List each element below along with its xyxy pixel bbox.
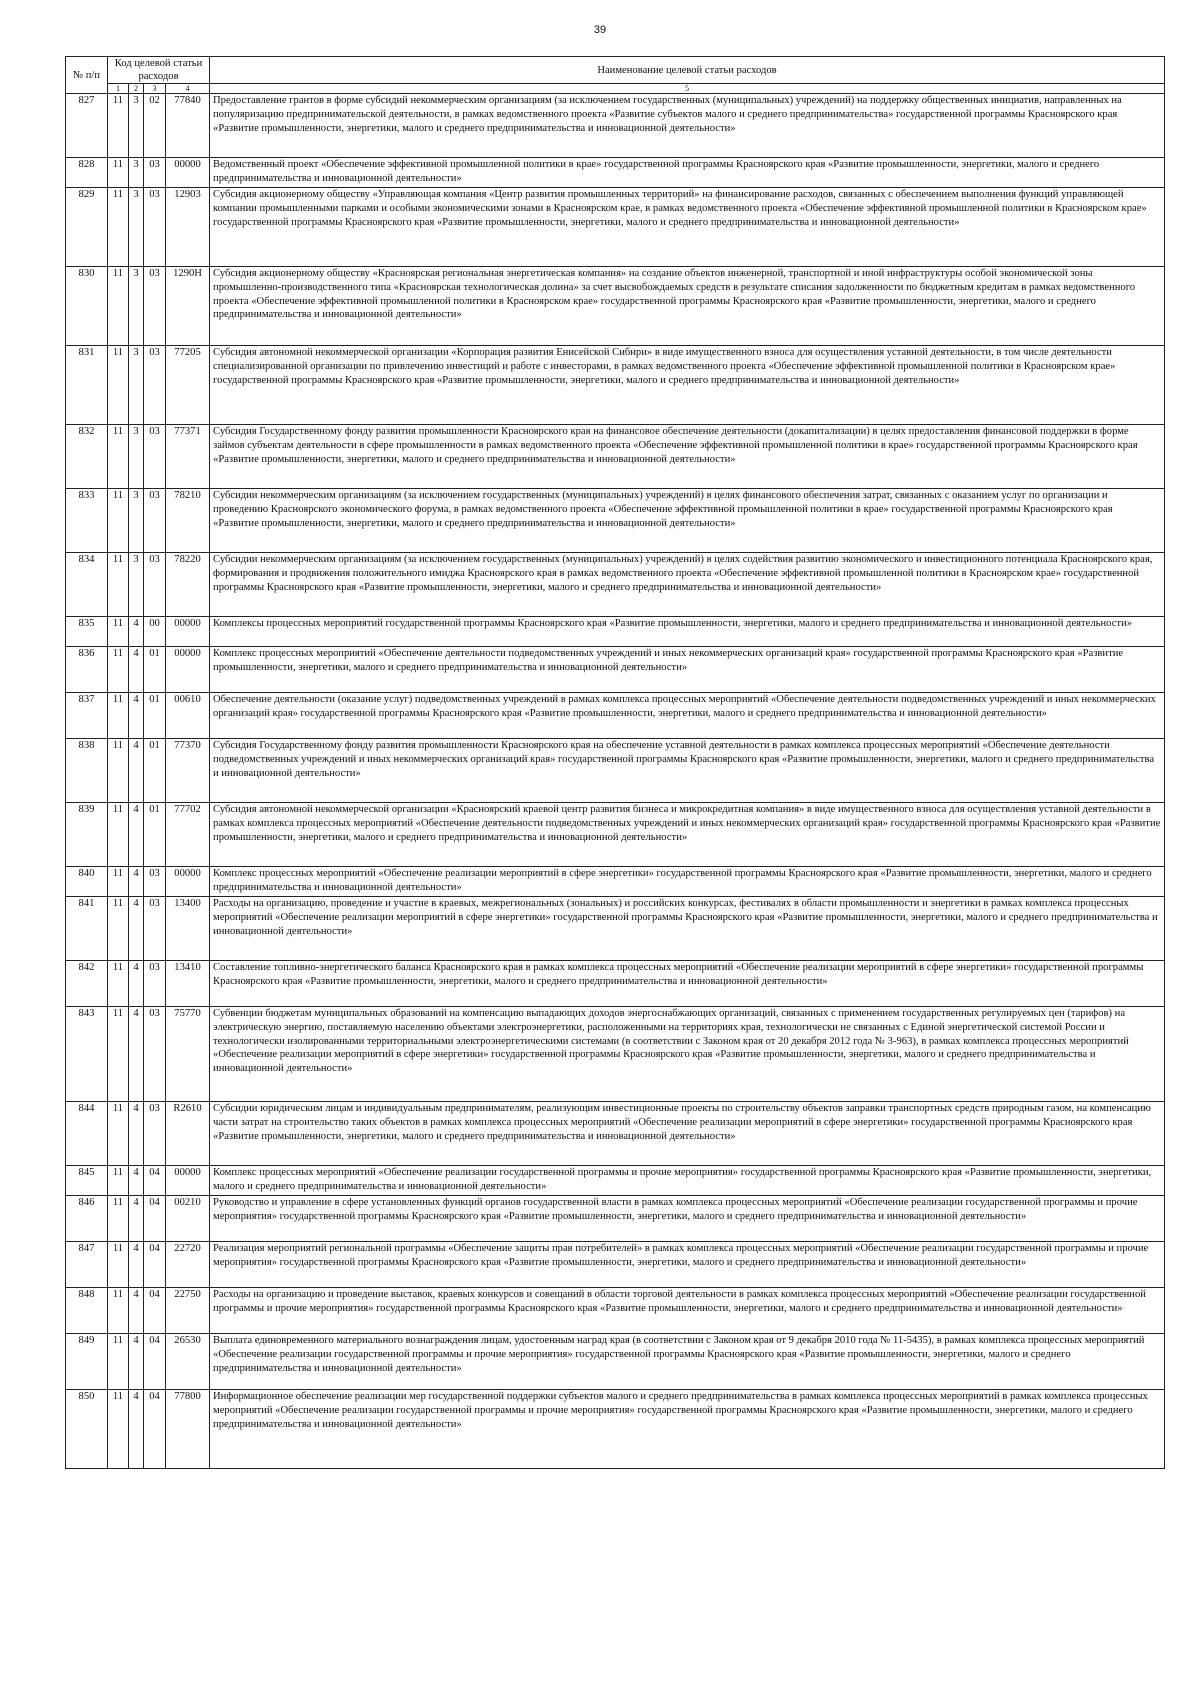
code-type: 4 <box>129 1390 144 1469</box>
header-row-number: № п/п <box>66 57 108 94</box>
code-program: 11 <box>108 739 129 803</box>
table-row <box>66 961 1165 1007</box>
code-direction: 77840 <box>166 94 210 158</box>
item-description: Субсидии некоммерческим организациям (за исключением государственных (муниципальных) учреждений) в целях финансового обеспечения затрат, связанных с оказанием услуг по организации и проведению Красноярского экономического форума, в рамках ведомственного проекта «Обеспечение эффективной промышленной политики в крае» государственной программы Красноярского края «Развитие промышленности, энергетики, малого и среднего предпринимательства и инновационной деятельности» <box>210 489 1165 553</box>
table-row <box>66 489 1165 553</box>
item-description: Информационное обеспечение реализации мер государственной поддержки субъектов малого и среднего предпринимательства в рамках комплекса процессных мероприятий в рамках комплекса процессных мероприятий «Обеспечение реализации государственной программы и прочие мероприятия» государственной программы Красноярского края «Развитие промышленности, энергетики, малого и среднего предпринимательства и инновационной деятельности» <box>210 1390 1165 1469</box>
code-program: 11 <box>108 1196 129 1242</box>
table-row <box>66 647 1165 693</box>
code-program: 11 <box>108 1288 129 1334</box>
code-structure: 01 <box>144 647 166 693</box>
code-program: 11 <box>108 94 129 158</box>
row-number: 833 <box>66 489 108 553</box>
subheader-4: 4 <box>166 84 210 94</box>
row-number: 835 <box>66 617 108 647</box>
code-direction: 78220 <box>166 553 210 617</box>
code-program: 11 <box>108 693 129 739</box>
row-number: 837 <box>66 693 108 739</box>
code-type: 4 <box>129 1242 144 1288</box>
code-structure: 04 <box>144 1390 166 1469</box>
code-direction: 77702 <box>166 803 210 867</box>
header-name: Наименование целевой статьи расходов <box>210 57 1165 84</box>
code-program: 11 <box>108 267 129 346</box>
row-number: 840 <box>66 867 108 897</box>
code-program: 11 <box>108 617 129 647</box>
code-direction: 22750 <box>166 1288 210 1334</box>
table-row <box>66 1390 1165 1469</box>
code-structure: 00 <box>144 617 166 647</box>
code-program: 11 <box>108 867 129 897</box>
row-number: 845 <box>66 1166 108 1196</box>
code-type: 3 <box>129 346 144 425</box>
code-direction: 00000 <box>166 158 210 188</box>
item-description: Обеспечение деятельности (оказание услуг) подведомственных учреждений в рамках комплекса процессных мероприятий «Обеспечение деятельности подведомственных учреждений и иных некоммерческих организаций края» государственной программы Красноярского края «Развитие промышленности, энергетики, малого и среднего предпринимательства и инновационной деятельности» <box>210 693 1165 739</box>
code-direction: 22720 <box>166 1242 210 1288</box>
code-type: 4 <box>129 961 144 1007</box>
code-program: 11 <box>108 553 129 617</box>
code-structure: 01 <box>144 739 166 803</box>
table-row <box>66 1288 1165 1334</box>
item-description: Составление топливно-энергетического баланса Красноярского края в рамках комплекса процессных мероприятий «Обеспечение реализации мероприятий в сфере энергетики» государственной программы Красноярского края «Развитие промышленности, энергетики, малого и среднего предпринимательства и инновационной деятельности» <box>210 961 1165 1007</box>
code-structure: 02 <box>144 94 166 158</box>
code-program: 11 <box>108 803 129 867</box>
code-type: 4 <box>129 647 144 693</box>
code-direction: 00000 <box>166 617 210 647</box>
item-description: Расходы на организацию и проведение выставок, краевых конкурсов и совещаний в области торговой деятельности в рамках комплекса процессных мероприятий «Обеспечение реализации государственной программы и прочие мероприятия» государственной программы Красноярского края «Развитие промышленности, энергетики, малого и среднего предпринимательства и инновационной деятельности» <box>210 1288 1165 1334</box>
table-row <box>66 897 1165 961</box>
row-number: 848 <box>66 1288 108 1334</box>
code-type: 4 <box>129 1166 144 1196</box>
table-row <box>66 1007 1165 1102</box>
row-number: 832 <box>66 425 108 489</box>
code-program: 11 <box>108 1334 129 1390</box>
code-type: 4 <box>129 1007 144 1102</box>
subheader-5: 5 <box>210 84 1165 94</box>
code-structure: 04 <box>144 1196 166 1242</box>
table-row <box>66 739 1165 803</box>
code-direction: 1290Н <box>166 267 210 346</box>
row-number: 843 <box>66 1007 108 1102</box>
code-type: 3 <box>129 553 144 617</box>
code-program: 11 <box>108 1390 129 1469</box>
code-structure: 03 <box>144 188 166 267</box>
code-program: 11 <box>108 188 129 267</box>
item-description: Ведомственный проект «Обеспечение эффективной промышленной политики в крае» государственной программы Красноярского края «Развитие промышленности, энергетики, малого и среднего предпринимательства и инновационной деятельности» <box>210 158 1165 188</box>
table-row <box>66 346 1165 425</box>
row-number: 841 <box>66 897 108 961</box>
item-description: Выплата единовременного материального вознаграждения лицам, удостоенным наград края (в соответствии с Законом края от 9 декабря 2010 года № 11-5435), в рамках комплекса процессных мероприятий «Обеспечение реализации государственной программы и прочие мероприятия» государственной программы Красноярского края «Развитие промышленности, энергетики, малого и среднего предпринимательства и инновационной деятельности» <box>210 1334 1165 1390</box>
row-number: 847 <box>66 1242 108 1288</box>
subheader-3: 3 <box>144 84 166 94</box>
code-structure: 04 <box>144 1166 166 1196</box>
item-description: Субвенции бюджетам муниципальных образований на компенсацию выпадающих доходов энергоснабжающих организаций, связанных с применением государственных регулируемых цен (тарифов) на электрическую энергию, поставляемую населению объектами электроэнергетики, расположенными на территориях края, технологически не связанных с Единой энергетической системой России и технологически изолированными территориальными электроэнергетическими системами (в соответствии с Законом края от 20 декабря 2012 года № 3-963), в рамках комплекса процессных мероприятий «Обеспечение реализации мероприятий в сфере энергетики» государственной программы Красноярского края «Развитие промышленности, энергетики, малого и среднего предпринимательства и инновационной деятельности» <box>210 1007 1165 1102</box>
code-type: 4 <box>129 897 144 961</box>
code-structure: 01 <box>144 803 166 867</box>
table-row <box>66 553 1165 617</box>
code-type: 3 <box>129 158 144 188</box>
target-items-table <box>65 56 1165 1469</box>
row-number: 849 <box>66 1334 108 1390</box>
item-description: Субсидия акционерному обществу «Управляющая компания «Центр развития промышленных территорий» на финансирование расходов, связанных с обеспечением выполнения функций управляющей компании промышленными парками и особыми экономическими зонами в Красноярском крае, в рамках ведомственного проекта «Обеспечение эффективной промышленной политики в Красноярском крае» государственной программы Красноярского края «Развитие промышленности, энергетики, малого и среднего предпринимательства и инновационной деятельности» <box>210 188 1165 267</box>
code-direction: 00000 <box>166 647 210 693</box>
code-type: 3 <box>129 188 144 267</box>
code-type: 4 <box>129 1102 144 1166</box>
code-structure: 03 <box>144 961 166 1007</box>
code-structure: 03 <box>144 267 166 346</box>
item-description: Субсидия Государственному фонду развития промышленности Красноярского края на обеспечение уставной деятельности в рамках комплекса процессных мероприятий «Обеспечение деятельности подведомственных учреждений и иных некоммерческих организаций края» государственной программы Красноярского края «Развитие промышленности, энергетики, малого и среднего предпринимательства и инновационной деятельности» <box>210 739 1165 803</box>
code-program: 11 <box>108 961 129 1007</box>
code-direction: 77800 <box>166 1390 210 1469</box>
table-row <box>66 867 1165 897</box>
table-row <box>66 188 1165 267</box>
table-row <box>66 267 1165 346</box>
code-direction: 78210 <box>166 489 210 553</box>
code-type: 4 <box>129 803 144 867</box>
code-direction: 77205 <box>166 346 210 425</box>
code-direction: 26530 <box>166 1334 210 1390</box>
code-structure: 03 <box>144 1007 166 1102</box>
code-direction: 00000 <box>166 1166 210 1196</box>
item-description: Комплекс процессных мероприятий «Обеспечение реализации государственной программы и прочие мероприятия» государственной программы Красноярского края «Развитие промышленности, энергетики, малого и среднего предпринимательства и инновационной деятельности» <box>210 1166 1165 1196</box>
table-row <box>66 803 1165 867</box>
item-description: Субсидия автономной некоммерческой организации «Красноярский краевой центр развития бизнеса и микрокредитная компания» в виде имущественного взноса для осуществления уставной деятельности в рамках комплекса процессных мероприятий «Обеспечение деятельности подведомственных учреждений и иных некоммерческих организаций края» государственной программы Красноярского края «Развитие промышленности, энергетики, малого и среднего предпринимательства и инновационной деятельности» <box>210 803 1165 867</box>
page-number: 39 <box>593 24 607 36</box>
code-program: 11 <box>108 158 129 188</box>
code-program: 11 <box>108 897 129 961</box>
code-structure: 04 <box>144 1334 166 1390</box>
header-code-group: Код целевой статьи расходов <box>108 57 210 84</box>
table-row <box>66 1102 1165 1166</box>
table-row <box>66 158 1165 188</box>
code-program: 11 <box>108 1166 129 1196</box>
row-number: 831 <box>66 346 108 425</box>
item-description: Руководство и управление в сфере установленных функций органов государственной власти в рамках комплекса процессных мероприятий «Обеспечение реализации государственной программы и прочие мероприятия» государственной программы Красноярского края «Развитие промышленности, энергетики, малого и среднего предпринимательства и инновационной деятельности» <box>210 1196 1165 1242</box>
code-type: 4 <box>129 1288 144 1334</box>
code-type: 3 <box>129 425 144 489</box>
code-direction: 00210 <box>166 1196 210 1242</box>
row-number: 836 <box>66 647 108 693</box>
code-type: 4 <box>129 617 144 647</box>
code-structure: 03 <box>144 425 166 489</box>
row-number: 850 <box>66 1390 108 1469</box>
item-description: Субсидии некоммерческим организациям (за исключением государственных (муниципальных) учреждений) в целях содействия развитию экономического и инвестиционного потенциала Красноярского края, формирования и продвижения положительного имиджа Красноярского края в рамках ведомственного проекта «Обеспечение эффективной промышленной политики в Красноярском крае» государственной программы Красноярского края «Развитие промышленности, энергетики, малого и среднего предпринимательства и инновационной деятельности» <box>210 553 1165 617</box>
code-type: 3 <box>129 489 144 553</box>
table-row <box>66 94 1165 158</box>
code-structure: 04 <box>144 1288 166 1334</box>
item-description: Комплекс процессных мероприятий «Обеспечение реализации мероприятий в сфере энергетики» государственной программы Красноярского края «Развитие промышленности, энергетики, малого и среднего предпринимательства и инновационной деятельности» <box>210 867 1165 897</box>
row-number: 829 <box>66 188 108 267</box>
code-type: 4 <box>129 1334 144 1390</box>
code-direction: 00610 <box>166 693 210 739</box>
table-row <box>66 693 1165 739</box>
code-direction: 00000 <box>166 867 210 897</box>
item-description: Предоставление грантов в форме субсидий некоммерческим организациям (за исключением государственных (муниципальных) учреждений) на поддержку общественных инициатив, направленных на популяризацию предпринимательской деятельности, в рамках ведомственного проекта «Развитие субъектов малого и среднего предпринимательства» государственной программы Красноярского края «Развитие промышленности, энергетики, малого и среднего предпринимательства и инновационной деятельности» <box>210 94 1165 158</box>
table-row <box>66 1242 1165 1288</box>
code-structure: 03 <box>144 158 166 188</box>
code-type: 4 <box>129 693 144 739</box>
code-structure: 01 <box>144 693 166 739</box>
code-program: 11 <box>108 1242 129 1288</box>
item-description: Расходы на организацию, проведение и участие в краевых, межрегиональных (зональных) и российских конкурсах, фестивалях в области промышленности и энергетики в рамках комплекса процессных мероприятий «Обеспечение реализации мероприятий в сфере энергетики» государственной программы Красноярского края «Развитие промышленности, энергетики, малого и среднего предпринимательства и инновационной деятельности» <box>210 897 1165 961</box>
row-number: 827 <box>66 94 108 158</box>
code-program: 11 <box>108 425 129 489</box>
row-number: 828 <box>66 158 108 188</box>
code-direction: R2610 <box>166 1102 210 1166</box>
row-number: 839 <box>66 803 108 867</box>
code-program: 11 <box>108 1007 129 1102</box>
row-number: 846 <box>66 1196 108 1242</box>
row-number: 834 <box>66 553 108 617</box>
item-description: Реализация мероприятий региональной программы «Обеспечение защиты прав потребителей» в рамках комплекса процессных мероприятий «Обеспечение реализации государственной программы и прочие мероприятия» государственной программы Красноярского края «Развитие промышленности, энергетики, малого и среднего предпринимательства и инновационной деятельности» <box>210 1242 1165 1288</box>
code-type: 3 <box>129 94 144 158</box>
row-number: 844 <box>66 1102 108 1166</box>
subheader-1: 1 <box>108 84 129 94</box>
subheader-2: 2 <box>129 84 144 94</box>
row-number: 842 <box>66 961 108 1007</box>
code-type: 4 <box>129 867 144 897</box>
item-description: Субсидия автономной некоммерческой организации «Корпорация развития Енисейской Сибири» в виде имущественного взноса для осуществления уставной деятельности, в том числе деятельности специализированной организации по привлечению инвестиций и работе с инвесторами, в рамках ведомственного проекта «Обеспечение эффективной промышленной политики в Красноярском крае» государственной программы Красноярского края «Развитие промышленности, энергетики, малого и среднего предпринимательства и инновационной деятельности» <box>210 346 1165 425</box>
code-program: 11 <box>108 489 129 553</box>
item-description: Комплексы процессных мероприятий государственной программы Красноярского края «Развитие промышленности, энергетики, малого и среднего предпринимательства и инновационной деятельности» <box>210 617 1165 647</box>
code-program: 11 <box>108 647 129 693</box>
code-structure: 03 <box>144 867 166 897</box>
code-structure: 03 <box>144 489 166 553</box>
code-structure: 03 <box>144 346 166 425</box>
code-structure: 03 <box>144 553 166 617</box>
code-type: 4 <box>129 1196 144 1242</box>
table-row <box>66 1334 1165 1390</box>
code-direction: 13400 <box>166 897 210 961</box>
code-structure: 03 <box>144 897 166 961</box>
item-description: Субсидия акционерному обществу «Красноярская региональная энергетическая компания» на создание объектов инженерной, транспортной и иной инфраструктуры особой экономической зоны промышленно-производственного типа «Красноярская технологическая долина» за счет высвобождаемых средств в результате списания задолженности по бюджетным кредитам в рамках ведомственного проекта «Обеспечение эффективной промышленной политики в Красноярском крае» государственной программы Красноярского края «Развитие промышленности, энергетики, малого и среднего предпринимательства и инновационной деятельности» <box>210 267 1165 346</box>
code-structure: 03 <box>144 1102 166 1166</box>
code-direction: 12903 <box>166 188 210 267</box>
row-number: 838 <box>66 739 108 803</box>
row-number: 830 <box>66 267 108 346</box>
code-direction: 13410 <box>166 961 210 1007</box>
code-direction: 75770 <box>166 1007 210 1102</box>
code-program: 11 <box>108 346 129 425</box>
item-description: Субсидии юридическим лицам и индивидуальным предпринимателям, реализующим инвестиционные проекты по строительству объектов заправки транспортных средств природным газом, на компенсацию части затрат на строительство таких объектов в рамках комплекса процессных мероприятий «Обеспечение реализации мероприятий в сфере энергетики» государственной программы Красноярского края «Развитие промышленности, энергетики, малого и среднего предпринимательства и инновационной деятельности» <box>210 1102 1165 1166</box>
code-direction: 77371 <box>166 425 210 489</box>
item-description: Субсидия Государственному фонду развития промышленности Красноярского края на финансовое обеспечение деятельности (докапитализации) в целях предоставления финансовой поддержки в форме займов субъектам деятельности в сфере промышленности в рамках ведомственного проекта «Обеспечение эффективной промышленной политики в крае» государственной программы Красноярского края «Развитие промышленности, энергетики, малого и среднего предпринимательства и инновационной деятельности» <box>210 425 1165 489</box>
code-structure: 04 <box>144 1242 166 1288</box>
code-program: 11 <box>108 1102 129 1166</box>
item-description: Комплекс процессных мероприятий «Обеспечение деятельности подведомственных учреждений и иных некоммерческих организаций края» государственной программы Красноярского края «Развитие промышленности, энергетики, малого и среднего предпринимательства и инновационной деятельности» <box>210 647 1165 693</box>
code-direction: 77370 <box>166 739 210 803</box>
table-row <box>66 1166 1165 1196</box>
table-row <box>66 425 1165 489</box>
table-row <box>66 1196 1165 1242</box>
code-type: 3 <box>129 267 144 346</box>
code-type: 4 <box>129 739 144 803</box>
table-row <box>66 617 1165 647</box>
